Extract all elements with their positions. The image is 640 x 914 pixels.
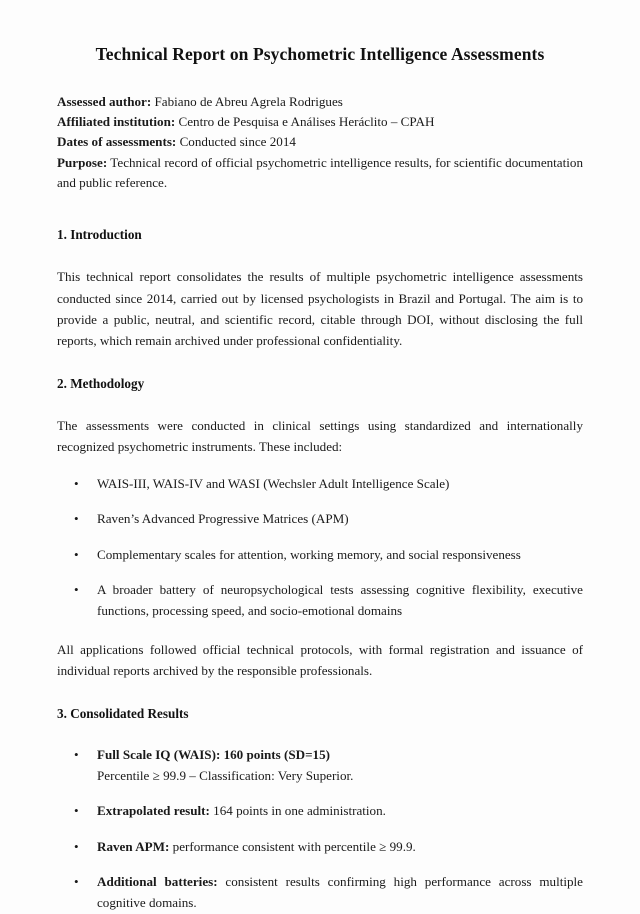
bullet-icon: • [74, 746, 79, 762]
list-item [57, 580, 583, 621]
page-title: Technical Report on Psychometric Intelligence Assessments [95, 44, 545, 64]
result-detail-percentile: Percentile ≥ 99.9 – Classification: Very Superior. [97, 767, 354, 783]
metadata-label-purpose: Purpose: [57, 154, 108, 170]
metadata-label-dates: Dates of assessments: [57, 134, 177, 150]
metadata-value-institution: Centro de Pesquisa e Análises Heráclito – CPAH [178, 114, 435, 130]
result-value-extrapolated: 164 points in one administration. [209, 803, 386, 819]
list-item [57, 474, 583, 495]
list-item-label: Complementary scales for attention, working memory, and social responsiveness [97, 546, 521, 562]
result-label-raven-apm: Raven APM: [97, 838, 170, 854]
paragraph-methodology-intro: The assessments were conducted in clinical settings using standardized and internationally recognized psychometric instruments. These included: [57, 418, 583, 455]
result-label-full-scale-iq: Full Scale IQ (WAIS): 160 points (SD=15) [97, 746, 330, 762]
metadata-label-institution: Affiliated institution: [57, 114, 176, 130]
list-item [57, 509, 583, 530]
section-heading-introduction: 1. Introduction [57, 227, 142, 243]
result-value-raven-apm: performance consistent with percentile ≥ 99.9. [169, 838, 416, 854]
metadata-value-author: Fabiano de Abreu Agrela Rodrigues [154, 93, 343, 109]
result-value-additional-batteries: consistent results confirming high performance across multiple cognitive domains. [97, 874, 583, 910]
bullet-icon: • [74, 803, 79, 819]
results-list [57, 745, 583, 914]
result-label-extrapolated: Extrapolated result: [97, 803, 210, 819]
bullet-icon: • [74, 582, 79, 598]
list-item [57, 745, 583, 786]
metadata-line-author [57, 92, 583, 112]
metadata-value-purpose: Technical record of official psychometric intelligence results, for scientific documentation and public reference. [57, 154, 583, 191]
bullet-icon: • [74, 475, 79, 491]
bullet-icon: • [74, 511, 79, 527]
section-heading-methodology: 2. Methodology [57, 376, 145, 392]
instrument-list [57, 474, 583, 622]
paragraph-introduction: This technical report consolidates the results of multiple psychometric intelligence assessments conducted since 2014, carried out by licensed psychologists in Brazil and Portugal. The aim is to provide a public, neutral, and scientific record, citable through DOI, without disclosing the full reports, which remain archived under professional confidentiality. [57, 269, 583, 348]
result-label-additional-batteries: Additional batteries: [97, 874, 218, 890]
metadata-line-dates [57, 132, 583, 152]
list-item-label: Raven’s Advanced Progressive Matrices (APM) [97, 511, 349, 527]
metadata-line-institution [57, 112, 583, 132]
metadata-value-dates: Conducted since 2014 [179, 134, 296, 150]
list-item [57, 837, 583, 858]
list-item [57, 545, 583, 566]
bullet-icon: • [74, 838, 79, 854]
metadata-label-author: Assessed author: [57, 93, 152, 109]
list-item-label: WAIS-III, WAIS-IV and WASI (Wechsler Adult Intelligence Scale) [97, 475, 450, 491]
section-heading-results: 3. Consolidated Results [57, 705, 189, 721]
bullet-icon: • [74, 546, 79, 562]
document-content [57, 0, 583, 914]
bullet-icon: • [74, 874, 79, 890]
metadata-line-purpose [57, 153, 583, 194]
list-item [57, 801, 583, 822]
paragraph-methodology-closing: All applications followed official technical protocols, with formal registration and issuance of individual reports archived by the responsible professionals. [57, 641, 583, 678]
metadata-block [57, 92, 583, 193]
list-item [57, 872, 583, 913]
list-item-label: A broader battery of neuropsychological tests assessing cognitive flexibility, executive functions, processing speed, and socio-emotional domains [97, 582, 583, 618]
